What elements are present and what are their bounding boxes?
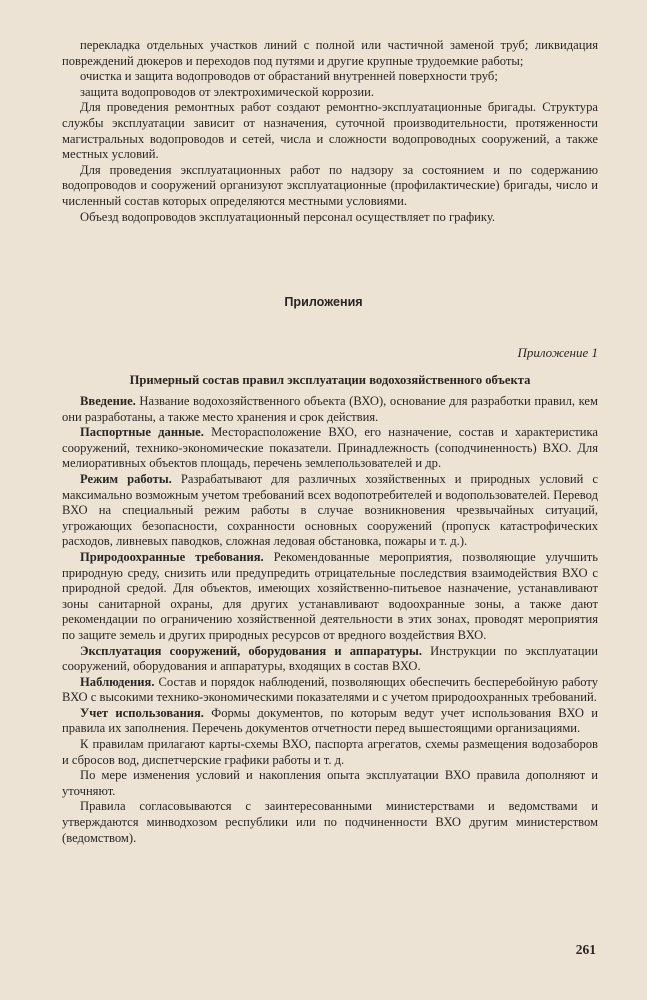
page-number: 261: [575, 942, 596, 957]
paragraph: Объезд водопроводов эксплуатационный персонал осуществляет по графику.: [80, 209, 496, 224]
appendix-paragraph: [62, 425, 598, 472]
appendix-paragraph: [62, 737, 598, 768]
top-text-block: [62, 38, 598, 225]
paragraph-body: По мере изменения условий и накопления опыта эксплуатации ВХО правила дополняют и уточняют.: [62, 768, 598, 798]
paragraph-body: Разрабатывают для различных хозяйственных и природных условий с максимально возможным учетом требований всех водопотребителей и водопользователей. Перевод ВХО на специальный режим работы в случае возникновения чрезвычайных ситуаций, угрожающих безопасности, сохранности основных сооружений (пропуск катастрофических расходов, ливневых паводков, сложная ледовая обстановка, пожары и т. д.).: [62, 471, 598, 549]
paragraph-lead: Учет использования.: [80, 705, 204, 720]
paragraph-body: Инструкции по эксплуатации сооружений, оборудования и аппаратуры, входящих в состав ВХО.: [62, 643, 599, 674]
appendix-paragraph: [62, 394, 598, 425]
appendix-label: Приложение 1: [517, 345, 598, 360]
paragraph: защита водопроводов от электрохимической коррозии.: [80, 84, 375, 99]
paragraph-body: Месторасположение ВХО, его назначение, состав и характеристика сооружений, технико-экономические показатели. Принадлежность (соподчиненность) ВХО. Для мелиоративных объектов площадь, перечень землепользователей и др.: [62, 425, 599, 471]
paragraph: очистка и защита водопроводов от обрастаний внутренней поверхности труб;: [80, 69, 498, 84]
appendix-paragraph: [62, 644, 598, 675]
paragraph: Для проведения ремонтных работ создают ремонтно-эксплуатационные бригады. Структура службы эксплуатации зависит от назначения, суточной производительности, протяженности магистральных водопроводов и сетей, числа и сложности водопроводных сооружений, а также местных условий.: [62, 100, 598, 162]
paragraph-body: Формы документов, по которым ведут учет использования ВХО и правила их заполнения. Перечень документов отчетности перед вышестоящими организациями.: [62, 705, 598, 736]
appendix-title: Примерный состав правил эксплуатации водохозяйственного объекта: [129, 373, 531, 387]
appendix-paragraph: [62, 675, 598, 706]
paragraph: Для проведения эксплуатационных работ по надзору за состоянием и по содержанию водопроводов и сооружений организуют эксплуатационные (профилактические) бригады, число и численный состав которых определяются местными условиями.: [62, 162, 598, 208]
paragraph-lead: Введение.: [80, 394, 136, 408]
paragraph-lead: Природоохранные требования.: [80, 549, 264, 564]
paragraph: перекладка отдельных участков линий с полной или частичной заменой труб; ликвидация повреждений дюкеров и переходов под путями и другие крупные трудоемкие работы;: [62, 38, 598, 68]
paragraph-lead: Эксплуатация сооружений, оборудования и аппаратуры.: [80, 643, 422, 658]
section-title: Приложения: [284, 295, 363, 309]
paragraph-body: Правила согласовываются с заинтересованными министерствами и ведомствами и утверждаются минводхозом республики или по подчиненности ВХО другим министерством (ведомством).: [62, 799, 598, 845]
paragraph-body: Состав и порядок наблюдений, позволяющих обеспечить бесперебойную работу ВХО с высокими технико-экономическими показателями и с учетом природоохранных требований.: [62, 674, 598, 705]
paragraph-lead: Режим работы.: [80, 471, 172, 486]
paragraph-lead: Паспортные данные.: [80, 425, 204, 440]
paragraph-body: Рекомендованные мероприятия, позволяющие улучшить природную среду, снизить или предупредить отрицательные последствия взаимодействия ВХО с природной средой. Для объектов, имеющих хозяйственно-питьевое назначение, устанавливают зоны санитарной охраны, для других устанавливают водоохранные зоны, а также дают рекомендации по ограничению хозяйственной деятельности в этих зонах, проводят мероприятия по защите земель и других природных ресурсов от вредного воздействия ВХО.: [62, 549, 598, 642]
appendix-paragraph: [62, 472, 598, 550]
paragraph-body: Название водохозяйственного объекта (ВХО), основание для разработки правил, кем они разработаны, а также место хранения и срок действия.: [62, 394, 598, 424]
appendix-text-block: [62, 394, 598, 846]
paragraph-lead: Наблюдения.: [80, 674, 155, 689]
appendix-paragraph: [62, 706, 598, 737]
appendix-paragraph: [62, 799, 598, 846]
paragraph-body: К правилам прилагают карты-схемы ВХО, паспорта агрегатов, схемы размещения водозаборов и сбросов вод, диспетчерские графики работы и т. д.: [62, 737, 598, 767]
appendix-paragraph: [62, 768, 598, 799]
appendix-paragraph: [62, 550, 598, 644]
